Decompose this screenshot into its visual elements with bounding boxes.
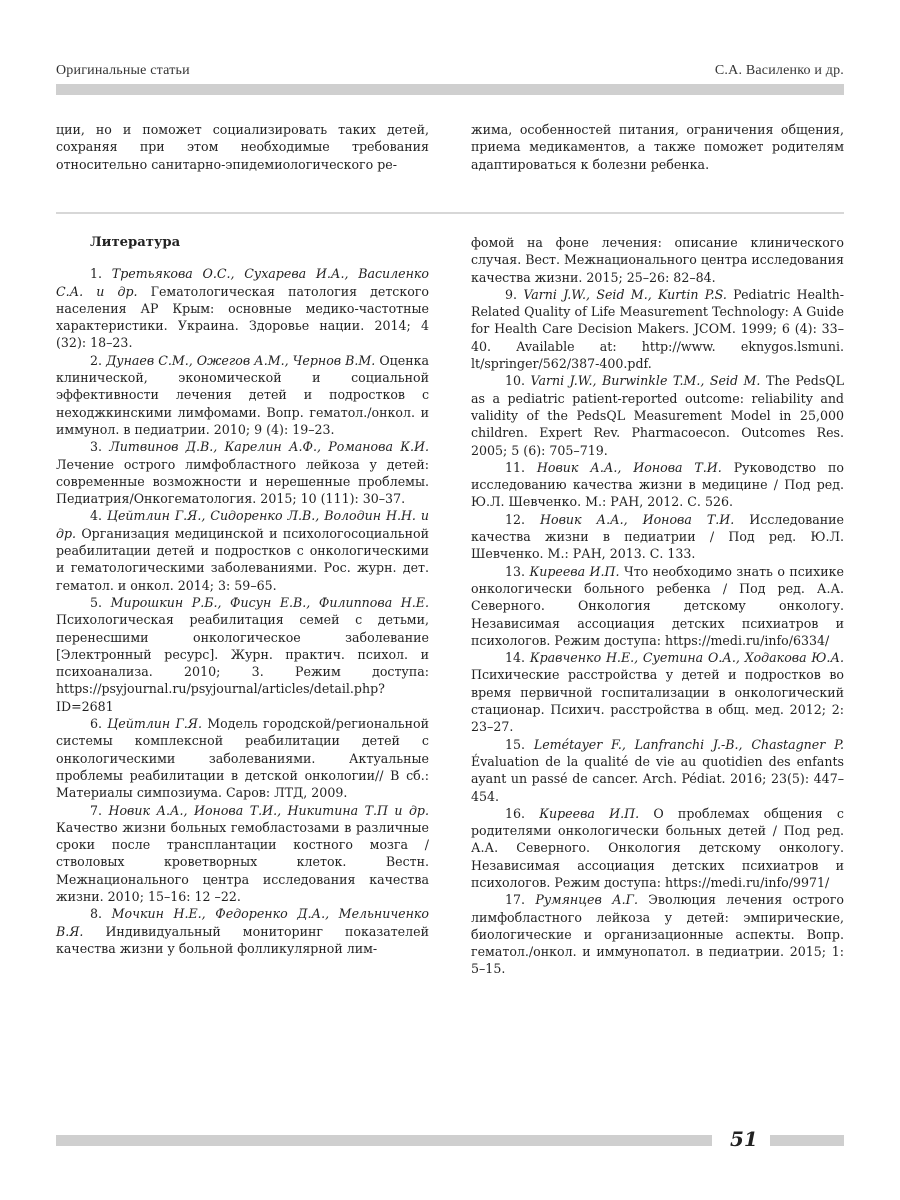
- reference-item: 3. Литвинов Д.В., Карелин А.Ф., Романова К.И. Лечение острого лимфобластного лейкоза у детей: современные возможности и нерешенные проблемы. Педиатрия/Онкогематология. 2015; 10 (111): 30–37.: [56, 439, 429, 507]
- body-text-left: ции, но и поможет социализировать таких детей, сохраняя при этом необходимые требования относительно санитарно-эпидемиологического ре-: [56, 122, 429, 172]
- reference-item: 9. Varni J.W., Seid M., Kurtin P.S. Pediatric Health-Related Quality of Life Measurement Technology: A Guide for Health Care Decision Makers. JCOM. 1999; 6 (4): 33–40. Available at: http://www. eknygos.lsmuni. lt/springer/562/387-400.pdf.: [471, 286, 844, 372]
- reference-item: 1. Третьякова О.С., Сухарева И.А., Василенко С.А. и др. Гематологическая патология детского населения АР Крым: основные медико-частотные характеристики. Украина. Здоровье нации. 2014; 4 (32): 18–23.: [56, 266, 429, 351]
- reference-item: 2. Дунаев С.М., Ожегов А.М., Чернов В.М. Оценка клинической, экономической и социальной эффективности лечения детей и подростков с неходжкинскими лимфомами. Вопр. гематол./онкол. и иммунол. в педиатрии. 2010; 9 (4): 19–23.: [56, 352, 429, 437]
- page-number: 51: [730, 1127, 758, 1151]
- reference-item: 17. Румянцев А.Г. Эволюция лечения острого лимфобластного лейкоза у детей: эмпирические, биологические и организационные аспекты. Вопр. гематол./онкол. и иммунопатол. в педиатрии. 2015; 1: 5–15.: [471, 892, 844, 977]
- running-header-section: Оригинальные статьи: [56, 63, 190, 78]
- reference-item: 4. Цейтлин Г.Я., Сидоренко Л.В., Володин Н.Н. и др. Организация медицинской и психологосоциальной реабилитации детей и подростков с онкологическими и гематологическими заболеваниями. Рос. журн. дет. гематол. и онкол. 2014; 3: 59–65.: [56, 508, 429, 593]
- reference-item: 12. Новик А.А., Ионова Т.И. Исследование качества жизни в педиатрии / Под ред. Ю.Л. Шевченко. М.: РАН, 2013. С. 133.: [471, 511, 844, 562]
- reference-item: 13. Киреева И.П. Что необходимо знать о психике онкологически больного ребенка / Под ред. А.А. Северного. Онкология детскому онкологу. Независимая ассоциация детских психиатров и психологов. Режим доступа: https://medi.ru/info/6334/: [471, 563, 845, 648]
- section-divider: [56, 212, 844, 214]
- references-right-column: [471, 234, 844, 978]
- body-text-right: жима, особенностей питания, ограничения общения, приема медикаментов, а также поможет родителям адаптироваться к болезни ребенка.: [471, 122, 844, 172]
- reference-item: 7. Новик А.А., Ионова Т.И., Никитина Т.П и др. Качество жизни больных гемобластозами в различные сроки после трансплантации костного мозга / стволовых кроветворных клеток. Вестн. Межнационального центра исследования качества жизни. 2010; 15–16: 12 –22.: [56, 802, 429, 904]
- running-header-authors: С.А. Василенко и др.: [714, 63, 844, 78]
- reference-item: 10. Varni J.W., Burwinkle T.M., Seid M. The PedsQL as a pediatric patient-reported outcome: reliability and validity of the PedsQL Measurement Model in 25,000 children. Expert Rev. Pharmacoecon. Outcomes Res. 2005; 5 (6): 705–719.: [471, 373, 844, 458]
- reference-item: 5. Мирошкин Р.Б., Фисун Е.В., Филиппова Н.Е. Психологическая реабилитация семей с детьми, перенесшими онкологическое заболевание [Электронный ресурс]. Журн. практич. психол. и психоанализа. 2010; 3. Режим доступа: https://psyjournal.ru/psyjournal/articles/detail.php?ID=2681: [56, 594, 429, 714]
- references-left-column: [56, 234, 429, 957]
- header-rule: [56, 84, 844, 95]
- reference-item: 15. Lemétayer F., Lanfranchi J.-B., Chastagner P. Évaluation de la qualité de vie au quotidien des enfants ayant un passé de cancer. Arch. Pédiat. 2016; 23(5): 447–454.: [471, 736, 844, 804]
- reference-item: 14. Кравченко Н.Е., Суетина О.А., Ходакова Ю.А. Психические расстройства у детей и подростков во время первичной госпитализации в онкологический стационар. Психич. расстройства в общ. мед. 2012; 2: 23–27.: [471, 650, 844, 735]
- reference-continuation: фомой на фоне лечения: описание клинического случая. Вест. Межнационального центра исследования качества жизни. 2015; 25–26: 82–84.: [471, 235, 844, 285]
- reference-item: 6. Цейтлин Г.Я. Модель городской/региональной системы комплексной реабилитации детей с онкологическими заболеваниями. Актуальные проблемы реабилитации в детской онкологии// В сб.: Материалы симпозиума. Саров: ЛТД, 2009.: [56, 716, 429, 801]
- literature-heading: Литература: [90, 235, 181, 250]
- reference-item: 8. Мочкин Н.Е., Федоренко Д.А., Мельниченко В.Я. Индивидуальный мониторинг показателей качества жизни у больной фолликулярной лим-: [56, 906, 430, 956]
- reference-item: 16. Киреева И.П. О проблемах общения с родителями онкологически больных детей / Под ред. А.А. Северного. Онкология детскому онкологу. Независимая ассоциация детских психиатров и психологов. Режим доступа: https://medi.ru/info/9971/: [471, 805, 844, 890]
- reference-item: 11. Новик А.А., Ионова Т.И. Руководство по исследованию качества жизни в медицине / Под ред. Ю.Л. Шевченко. М.: РАН, 2012. С. 526.: [471, 459, 844, 510]
